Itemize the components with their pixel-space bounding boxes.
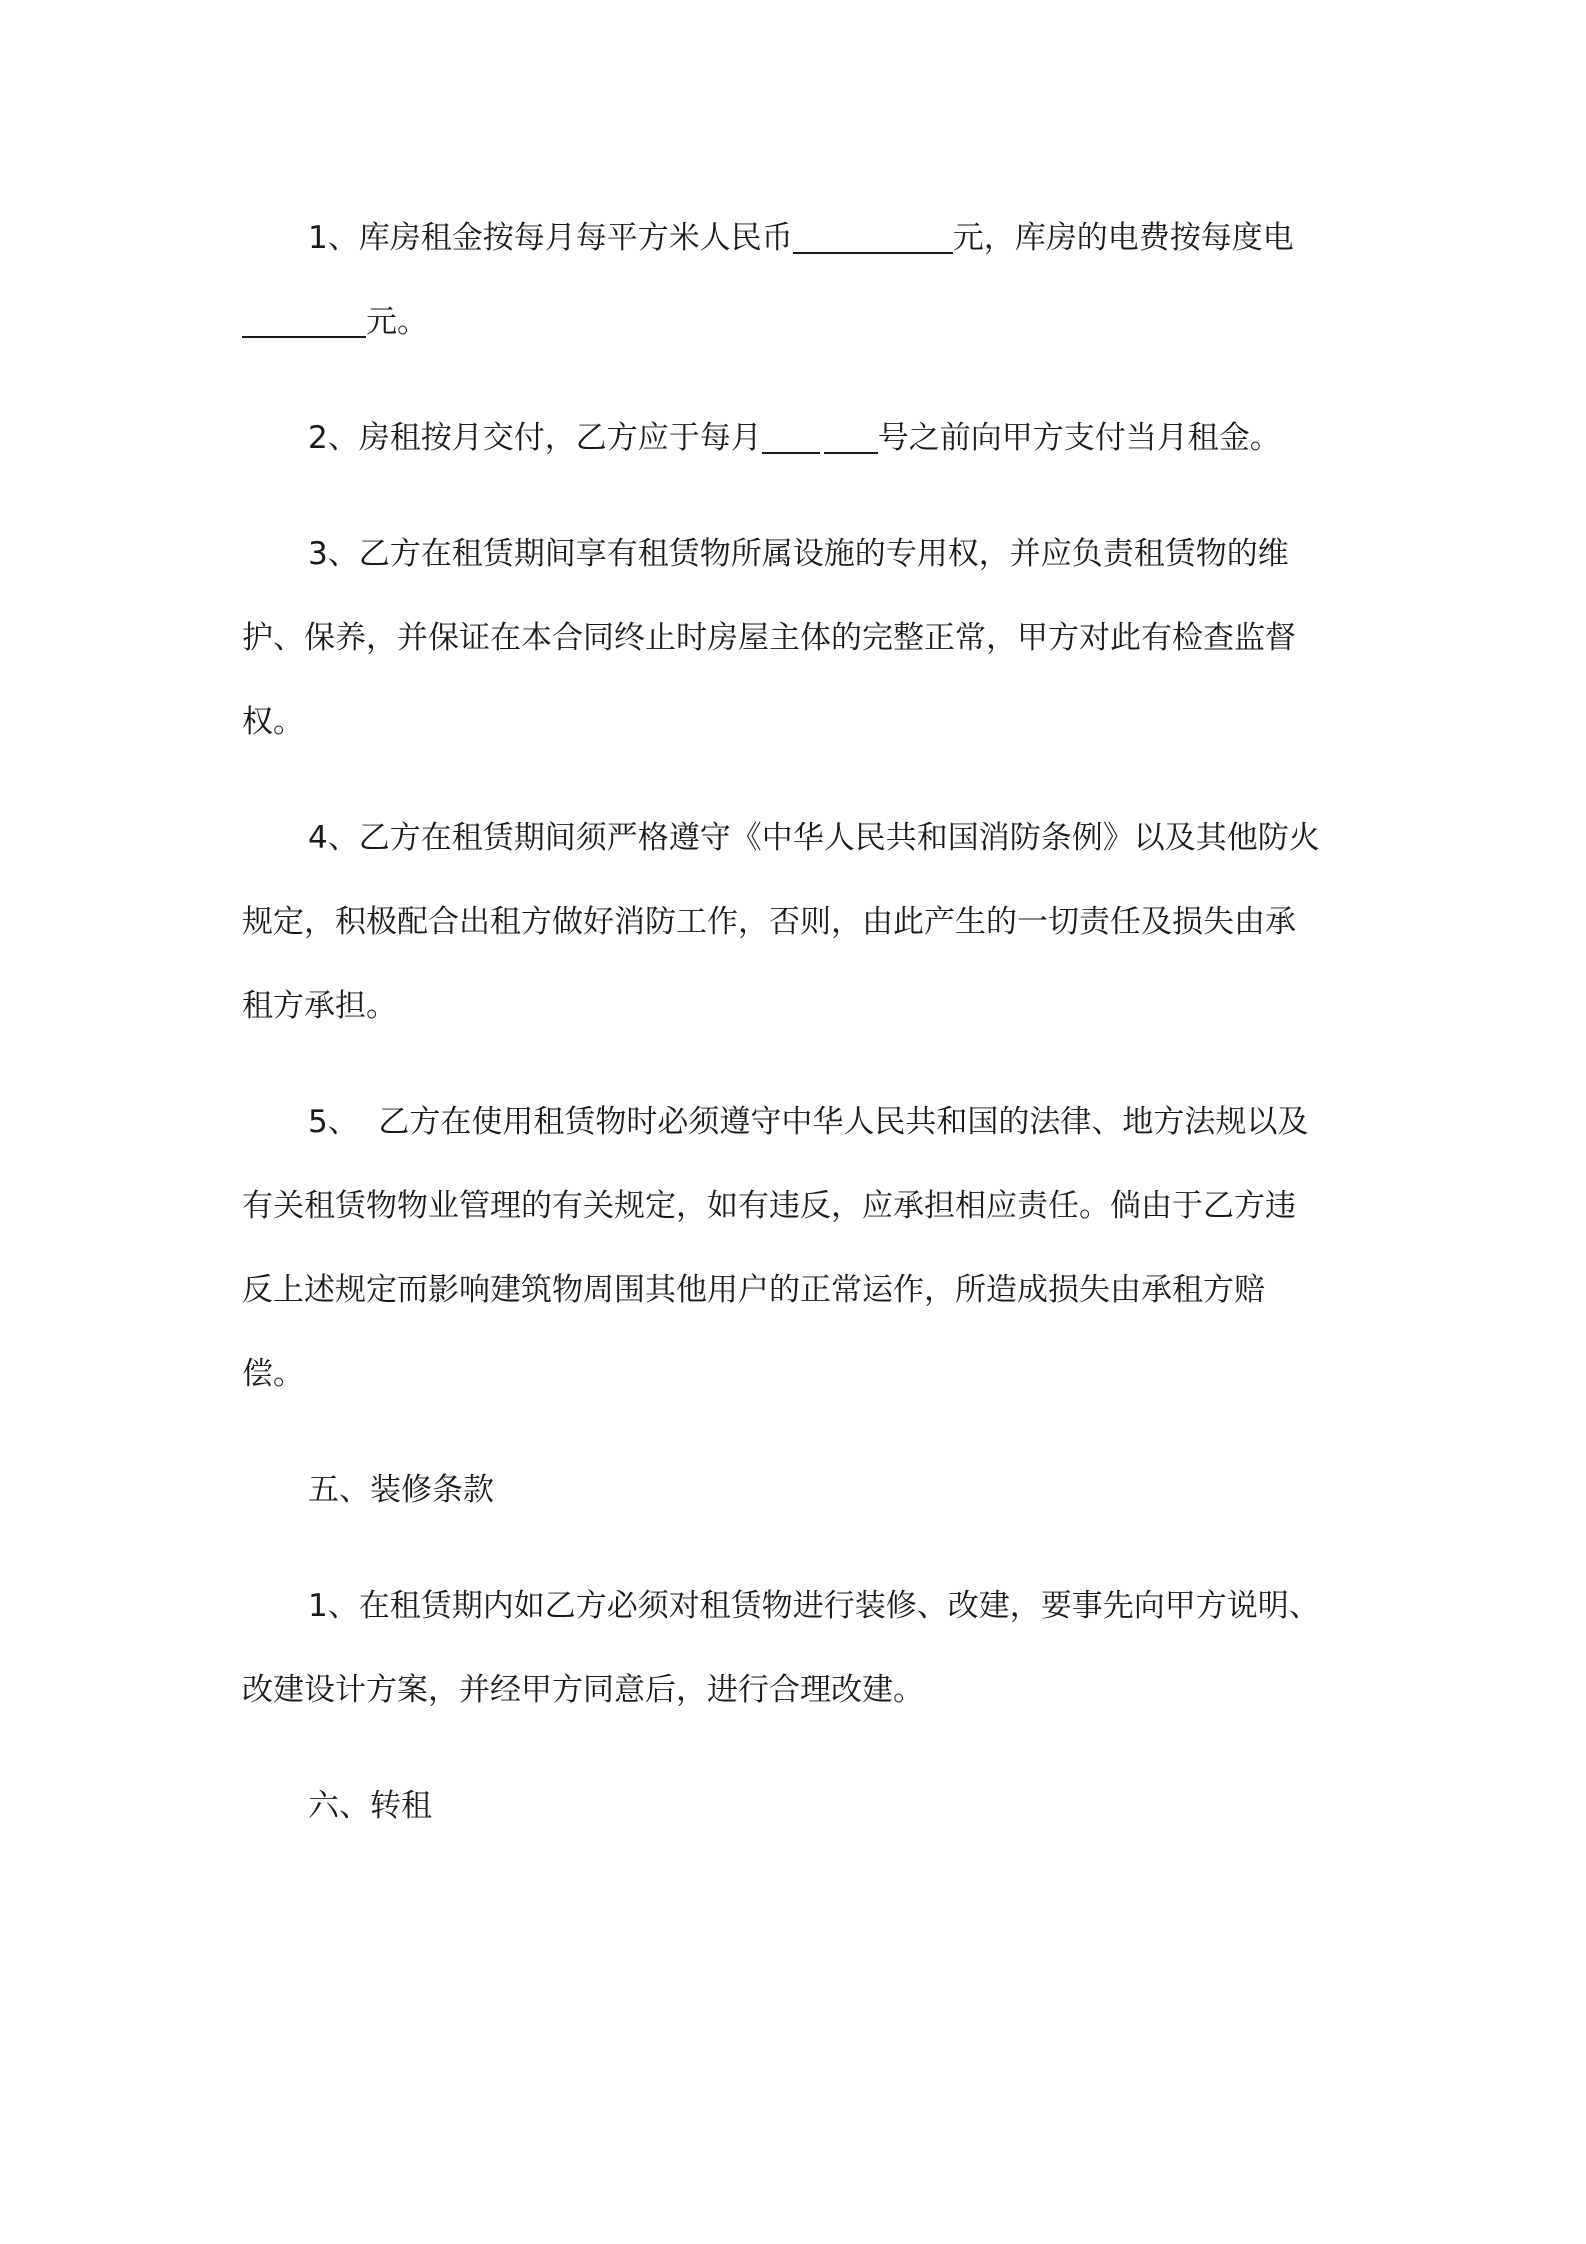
- electricity-price-blank: [242, 306, 366, 338]
- clause-exclusive-use-line-2: 护、保养，并保证在本合同终止时房屋主体的完整正常，甲方对此有检查监督: [242, 620, 1296, 656]
- clause-legal-compliance-line-4: 偿。: [242, 1356, 304, 1392]
- clause-legal-compliance-line-1: 5、 乙方在使用租赁物时必须遵守中华人民共和国的法律、地方法规以及: [308, 1104, 1309, 1140]
- clause-exclusive-use: [242, 512, 1352, 764]
- payment-day-blank-2: [824, 422, 878, 454]
- clause-legal-compliance-line-2: 有关租赁物物业管理的有关规定，如有违反，应承担相应责任。倘由于乙方违: [242, 1188, 1296, 1224]
- electricity-unit-text: 元。: [366, 304, 428, 340]
- clause-exclusive-use-line-1: 3、乙方在租赁期间享有租赁物所属设施的专用权，并应负责租赁物的维: [308, 536, 1289, 572]
- document-body: [242, 196, 1352, 1848]
- clause-payment-date: [242, 396, 1352, 480]
- clause-legal-compliance: [242, 1080, 1352, 1416]
- clause-fire-safety-line-3: 租方承担。: [242, 988, 397, 1024]
- clause-fire-safety-line-1: 4、乙方在租赁期间须严格遵守《中华人民共和国消防条例》以及其他防火: [308, 820, 1320, 856]
- clause-rent-price-line-1: [242, 196, 1352, 280]
- clause-fire-safety: [242, 796, 1352, 1048]
- payment-date-tail: 号之前向甲方支付当月租金。: [877, 420, 1281, 456]
- clause-legal-compliance-line-3: 反上述规定而影响建筑物周围其他用户的正常运作，所造成损失由承租方赔: [242, 1272, 1265, 1308]
- clause-exclusive-use-line-3: 权。: [242, 704, 304, 740]
- clause-renovation: [242, 1564, 1352, 1732]
- payment-date-text: 2、房租按月交付，乙方应于每月: [308, 420, 762, 456]
- rent-price-text: 1、库房租金按每月每平方米人民币: [308, 220, 793, 256]
- clause-fire-safety-line-2: 规定，积极配合出租方做好消防工作，否则，由此产生的一切责任及损失由承: [242, 904, 1296, 940]
- clause-rent-price: [242, 196, 1352, 364]
- section-heading-sublease: [242, 1764, 1352, 1848]
- clause-renovation-line-1: 1、在租赁期内如乙方必须对租赁物进行装修、改建，要事先向甲方说明、: [308, 1588, 1320, 1624]
- section-heading-renovation: [242, 1448, 1352, 1532]
- electricity-text: 元，库房的电费按每度电: [952, 220, 1294, 256]
- payment-day-blank-1: [762, 422, 820, 454]
- clause-rent-price-line-2: [242, 280, 1352, 364]
- rent-price-blank: [793, 222, 953, 254]
- section-heading-sublease-text: 六、转租: [308, 1788, 432, 1824]
- section-heading-renovation-text: 五、装修条款: [308, 1472, 494, 1508]
- clause-renovation-line-2: 改建设计方案，并经甲方同意后，进行合理改建。: [242, 1672, 924, 1708]
- clause-payment-date-line-1: [242, 396, 1352, 480]
